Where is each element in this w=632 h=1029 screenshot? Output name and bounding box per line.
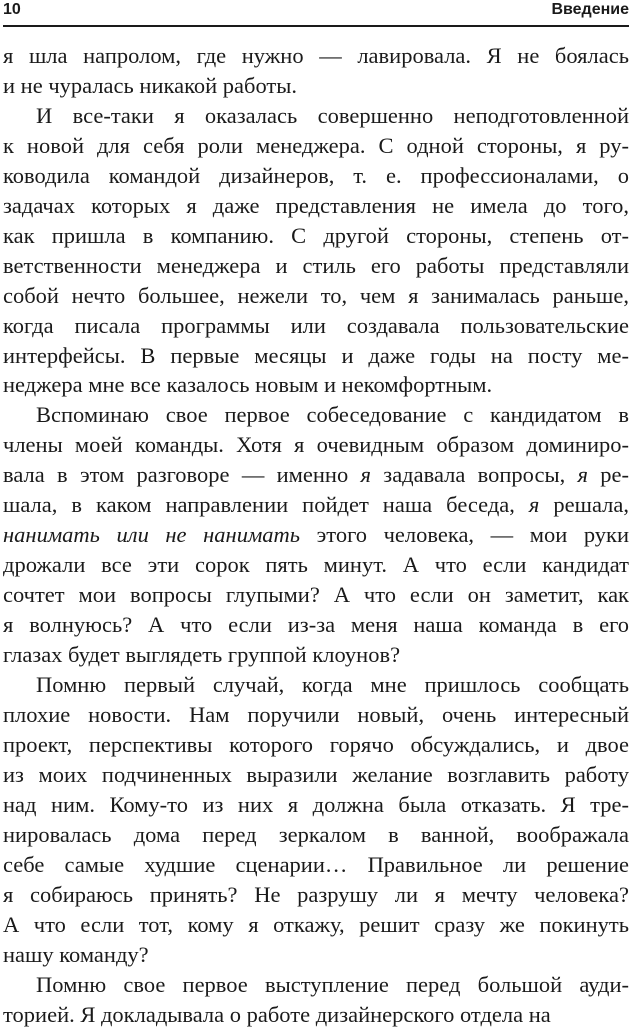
text-line: я шла напролом, где нужно — лавировала. Я не боялась xyxy=(3,41,629,71)
paragraph xyxy=(3,41,629,101)
text-line: себе самые худшие сценарии… Правильное ли решение xyxy=(3,850,629,880)
text-line: Помню первый случай, когда мне пришлось сообщать xyxy=(3,670,629,700)
page-number: 10 xyxy=(3,1,21,19)
text-line: к новой для себя роли менеджера. С одной стороны, я ру- xyxy=(3,131,629,161)
text-line: из моих подчиненных выразили желание возглавить работу xyxy=(3,760,629,790)
text-line: когда писала программы или создавала пользовательские xyxy=(3,311,629,341)
paragraph xyxy=(3,400,629,670)
text-line: дрожали все эти сорок пять минут. А что если кандидат xyxy=(3,550,629,580)
text-line: торией. Я докладывала о работе дизайнерского отдела на xyxy=(3,1000,629,1029)
text-line: вала в этом разговоре — именно я задавала вопросы, я ре- xyxy=(3,460,629,490)
text-line: глазах будет выглядеть группой клоунов? xyxy=(3,640,629,670)
text-line: я волнуюсь? А что если из-за меня наша команда в его xyxy=(3,610,629,640)
text-line: я собираюсь принять? Не разрушу ли я мечту человека? xyxy=(3,880,629,910)
text-line: как пришла в компанию. С другой стороны, степень от- xyxy=(3,221,629,251)
text-line: члены моей команды. Хотя я очевидным образом доминиро- xyxy=(3,430,629,460)
text-line: А что если тот, кому я откажу, решит сразу же покинуть xyxy=(3,910,629,940)
text-line: ветственности менеджера и стиль его работы представляли xyxy=(3,251,629,281)
text-line: неджера мне все казалось новым и некомфортным. xyxy=(3,370,629,400)
text-line: И все-таки я оказалась совершенно неподготовленной xyxy=(3,101,629,131)
body-text xyxy=(3,41,629,1029)
paragraph xyxy=(3,670,629,970)
text-line: и не чуралась никакой работы. xyxy=(3,71,629,101)
text-line: сочтет мои вопросы глупыми? А что если он заметит, как xyxy=(3,580,629,610)
text-line: нашу команду? xyxy=(3,940,629,970)
text-line: ководила командой дизайнеров, т. е. профессионалами, о xyxy=(3,161,629,191)
page-header xyxy=(3,0,629,27)
paragraph xyxy=(3,101,629,401)
text-line: над ним. Кому-то из них я должна была отказать. Я тре- xyxy=(3,790,629,820)
text-line: задачах которых я даже представления не имела до того, xyxy=(3,191,629,221)
text-line: проект, перспективы которого горячо обсуждались, и двое xyxy=(3,730,629,760)
running-title: Введение xyxy=(551,1,629,19)
text-line: плохие новости. Нам поручили новый, очень интересный xyxy=(3,700,629,730)
text-line: нанимать или не нанимать этого человека, — мои руки xyxy=(3,520,629,550)
text-line: собой нечто большее, нежели то, чем я занималась раньше, xyxy=(3,281,629,311)
text-line: нировалась дома перед зеркалом в ванной, воображала xyxy=(3,820,629,850)
text-line: Вспоминаю свое первое собеседование с кандидатом в xyxy=(3,400,629,430)
text-line: интерфейсы. В первые месяцы и даже годы на посту ме- xyxy=(3,341,629,371)
text-line: шала, в каком направлении пойдет наша беседа, я решала, xyxy=(3,490,629,520)
paragraph xyxy=(3,970,629,1029)
text-line: Помню свое первое выступление перед большой ауди- xyxy=(3,970,629,1000)
